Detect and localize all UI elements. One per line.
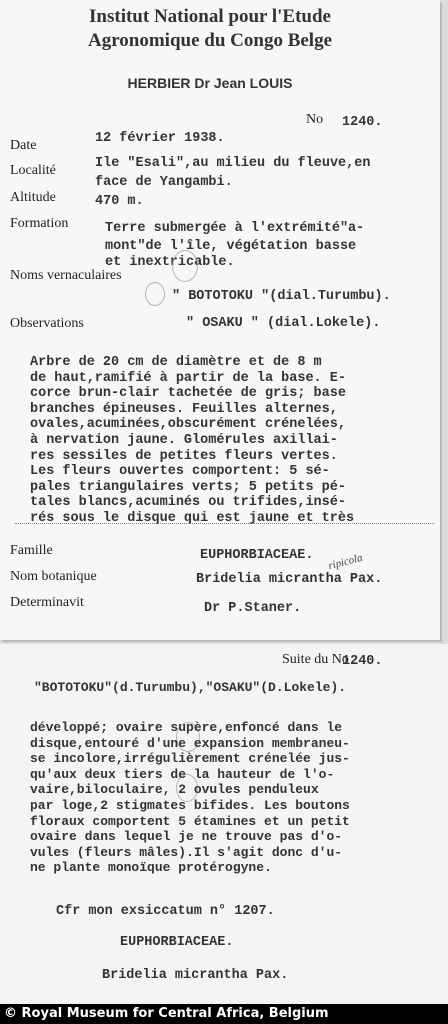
herbier-title: HERBIER Dr Jean LOUIS: [127, 75, 293, 91]
description-line: branches épineuses. Feuilles alternes,: [30, 401, 338, 417]
localite-label: Localité: [10, 163, 56, 178]
determinavit-label: Determinavit: [10, 595, 84, 610]
suite-value: 1240.: [342, 654, 383, 669]
formation-line3: et inextricable.: [105, 255, 235, 270]
description-line: pales triangulaires verts; 5 petits pé-: [30, 479, 346, 495]
description-line: par loge,2 stigmates bifides. Les boutons: [30, 797, 350, 813]
formation-line1: Terre submergée à l'extrémité"a-: [105, 221, 365, 236]
observations-value: " OSAKU " (dial.Lokele).: [186, 316, 381, 331]
description-line: de haut,ramifié à partir de la base. E-: [30, 370, 346, 386]
species-name: Bridelia micrantha Pax.: [102, 968, 289, 983]
description-text: [30, 355, 354, 527]
cross-reference: Cfr mon exsiccatum n° 1207.: [56, 904, 275, 919]
continuation-card: [0, 644, 448, 1004]
description-line: rés sous le disque qui est jaune et très: [30, 510, 355, 526]
description-line: corce brun-clair tachetée de gris; base: [30, 386, 346, 402]
description-line: vules (fleurs mâles).Il s'agit donc d'u-: [30, 844, 343, 860]
description-line: tales blancs,acuminés ou trifides,insé-: [30, 495, 346, 511]
description-line: disque,entouré d'une expansion membraneu-: [30, 735, 350, 751]
continuation-description: [30, 720, 350, 876]
description-line: ovaire dans lequel je ne trouve pas d'o-: [30, 829, 343, 845]
famille-value: EUPHORBIACEAE.: [200, 548, 314, 563]
description-line: Les fleurs ouvertes comportent: 5 sé-: [30, 464, 330, 480]
suite-label: Suite du No: [282, 652, 349, 667]
date-label: Date: [10, 138, 37, 153]
description-line: qu'aux deux tiers de la hauteur de l'o-: [30, 766, 335, 782]
divider-line: [15, 523, 435, 524]
vernacular-name-value: " BOTOTOKU "(dial.Turumbu).: [172, 289, 391, 304]
famille-label: Famille: [10, 543, 53, 558]
faded-stamp-mark: [145, 282, 165, 306]
localite-line1: Ile "Esali",au milieu du fleuve,en: [95, 156, 371, 171]
number-label: No: [306, 112, 324, 127]
localite-line2: face de Yangambi.: [95, 175, 233, 190]
botanical-name-value: Bridelia micrantha Pax.: [196, 572, 383, 587]
description-line: vaire,biloculaire, 2 ovules penduleux: [30, 782, 319, 798]
institute-name-line1: Institut National pour l'Etude: [89, 6, 331, 27]
determinavit-value: Dr P.Staner.: [204, 601, 302, 616]
vernacular-names-label: Noms vernaculaires: [10, 268, 122, 283]
description-line: à nervation jaune. Glomérules axillai-: [30, 432, 338, 448]
description-line: ne plante monoïque protérogyne.: [30, 860, 272, 876]
faded-stamp-mark: [172, 250, 198, 282]
description-line: se incolore,irrégulièrement crénelée jus-: [30, 751, 350, 767]
description-line: res sessiles de petites fleurs vertes.: [30, 448, 338, 464]
observations-label: Observations: [10, 316, 84, 331]
description-line: floraux comportent 5 étamines et un petit: [30, 813, 350, 829]
description-line: développé; ovaire supère,enfoncé dans le: [30, 720, 343, 735]
date-value: 12 février 1938.: [95, 131, 225, 146]
description-line: Arbre de 20 cm de diamètre et de 8 m: [30, 355, 322, 370]
description-line: ovales,acuminées,obscurément crénelées,: [30, 417, 346, 433]
altitude-label: Altitude: [10, 190, 56, 205]
altitude-value: 470 m.: [95, 194, 144, 209]
formation-line2: mont"de l'île, végétation basse: [105, 239, 357, 254]
number-value: 1240.: [342, 115, 383, 130]
copyright-credit: © Royal Museum for Central Africa, Belgium: [0, 1004, 448, 1024]
formation-label: Formation: [10, 216, 69, 231]
vernacular-names-line: "BOTOTOKU"(d.Turumbu),"OSAKU"(D.Lokele).: [34, 680, 347, 695]
botanical-name-label: Nom botanique: [10, 569, 97, 584]
handwritten-annotation: ripicola: [327, 551, 364, 573]
institute-name-line2: Agronomique du Congo Belge: [87, 30, 333, 51]
family-name: EUPHORBIACEAE.: [120, 935, 234, 950]
